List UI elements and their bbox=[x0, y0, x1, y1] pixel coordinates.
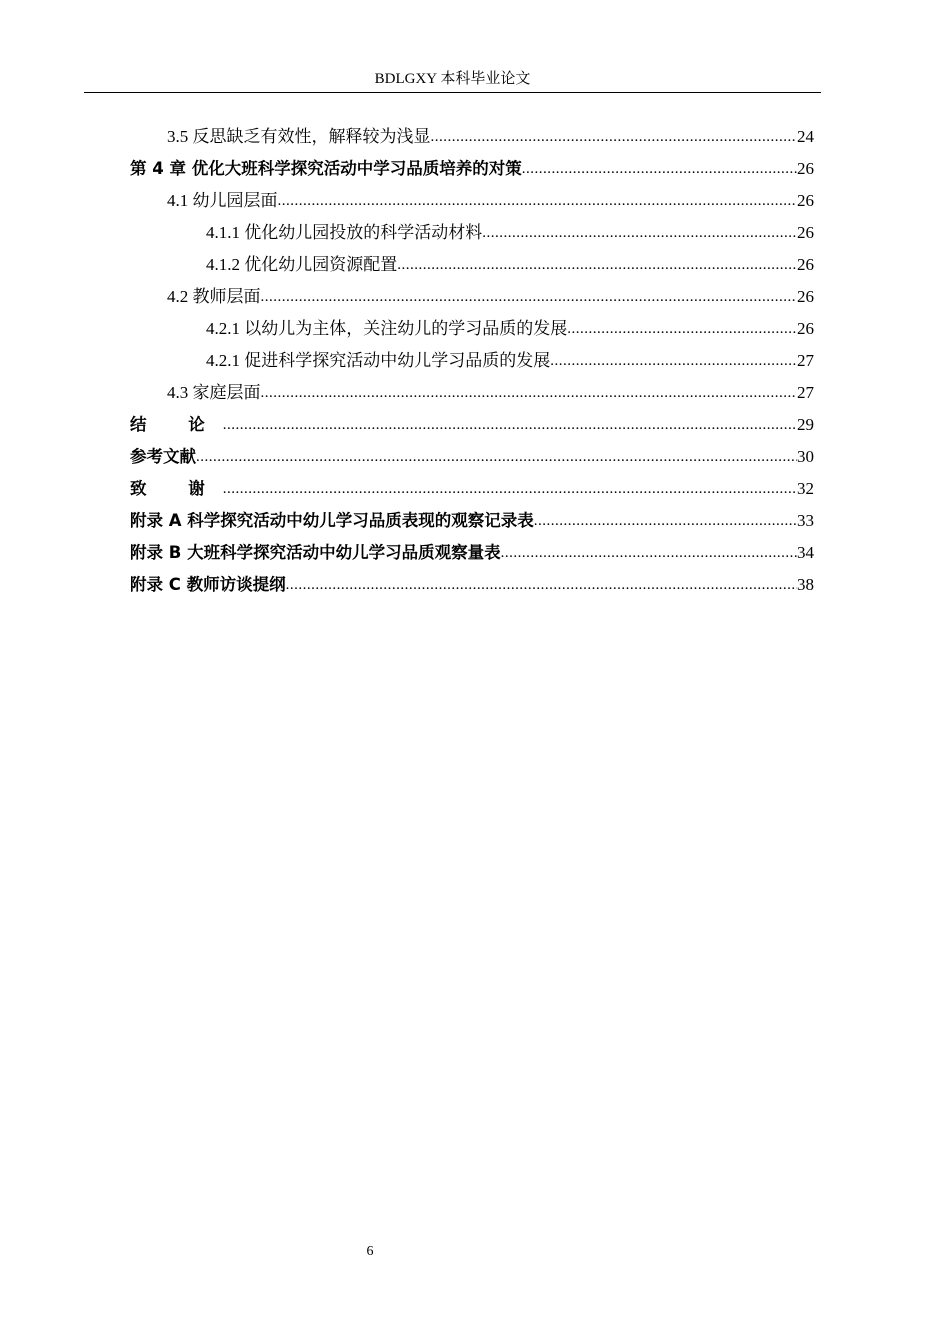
toc-entry[interactable] bbox=[130, 564, 814, 596]
toc-entry-page: 26 bbox=[797, 319, 814, 338]
toc-entry-page: 29 bbox=[797, 415, 814, 434]
toc-entry[interactable] bbox=[130, 468, 814, 500]
toc-entry-page: 26 bbox=[797, 159, 814, 178]
toc-entry[interactable] bbox=[130, 436, 814, 468]
toc-leader-dots bbox=[550, 350, 797, 372]
toc-entry-page: 27 bbox=[797, 351, 814, 370]
toc-leader-dots bbox=[278, 190, 798, 212]
toc-entry-title: 4.1.1 优化幼儿园投放的科学活动材料 bbox=[206, 223, 483, 242]
toc-leader-dots bbox=[286, 574, 797, 596]
toc-entry-page: 27 bbox=[797, 383, 814, 402]
toc-entry-title: 附录 C 教师访谈提纲 bbox=[130, 575, 286, 594]
toc-leader-dots bbox=[567, 318, 797, 340]
toc-entry[interactable] bbox=[167, 372, 814, 404]
toc-entry-page: 26 bbox=[797, 255, 814, 274]
toc-entry-title: 4.1 幼儿园层面 bbox=[167, 191, 278, 210]
toc-entry-page: 38 bbox=[797, 575, 814, 594]
toc-leader-dots bbox=[196, 446, 797, 468]
toc-entry[interactable] bbox=[206, 212, 814, 244]
toc-leader-dots bbox=[397, 254, 797, 276]
toc-entry-title: 致 谢 bbox=[130, 479, 223, 498]
toc-entry-title: 4.2.1 促进科学探究活动中幼儿学习品质的发展 bbox=[206, 351, 551, 370]
toc-entry-page: 24 bbox=[797, 127, 814, 146]
toc-leader-dots bbox=[501, 542, 797, 564]
toc-entry-page: 26 bbox=[797, 287, 814, 306]
toc-leader-dots bbox=[223, 478, 797, 500]
toc-entry[interactable] bbox=[167, 276, 814, 308]
toc-leader-dots bbox=[482, 222, 797, 244]
toc-entry-title: 附录 A 科学探究活动中幼儿学习品质表现的观察记录表 bbox=[130, 511, 534, 530]
page-header bbox=[84, 66, 821, 93]
toc-entry[interactable] bbox=[167, 180, 814, 212]
toc-entry[interactable] bbox=[206, 340, 814, 372]
toc-entry[interactable] bbox=[167, 116, 814, 148]
toc-entry[interactable] bbox=[130, 148, 814, 180]
toc-entry-title: 4.2 教师层面 bbox=[167, 287, 261, 306]
toc-entry[interactable] bbox=[130, 532, 814, 564]
toc-entry-page: 30 bbox=[797, 447, 814, 466]
toc-entry-page: 34 bbox=[797, 543, 814, 562]
page-number: 6 bbox=[366, 1244, 374, 1259]
toc-entry[interactable] bbox=[206, 308, 814, 340]
toc-entry-page: 32 bbox=[797, 479, 814, 498]
toc-leader-dots bbox=[534, 510, 797, 532]
toc-entry-title: 4.1.2 优化幼儿园资源配置 bbox=[206, 255, 398, 274]
toc-leader-dots bbox=[261, 286, 798, 308]
toc-entry-title: 4.2.1 以幼儿为主体，关注幼儿的学习品质的发展 bbox=[206, 319, 568, 338]
toc-entry-title: 第 4 章 优化大班科学探究活动中学习品质培养的对策 bbox=[130, 159, 522, 178]
toc-entry-page: 26 bbox=[797, 191, 814, 210]
toc-entry-title: 3.5 反思缺乏有效性，解释较为浅显 bbox=[167, 127, 431, 146]
header-title: BDLGXY 本科毕业论文 bbox=[374, 71, 531, 87]
toc-entry-title: 4.3 家庭层面 bbox=[167, 383, 261, 402]
toc-entry-page: 33 bbox=[797, 511, 814, 530]
toc-entry-title: 附录 B 大班科学探究活动中幼儿学习品质观察量表 bbox=[130, 543, 501, 562]
toc-entry-title: 结 论 bbox=[130, 415, 223, 434]
toc-leader-dots bbox=[223, 414, 797, 436]
toc-leader-dots bbox=[431, 126, 798, 148]
toc-entry-title: 参考文献 bbox=[130, 447, 196, 466]
toc-entry[interactable] bbox=[206, 244, 814, 276]
toc-entry[interactable] bbox=[130, 404, 814, 436]
toc-leader-dots bbox=[261, 382, 798, 404]
toc-leader-dots bbox=[522, 158, 797, 180]
toc-entry-page: 26 bbox=[797, 223, 814, 242]
toc-entry[interactable] bbox=[130, 500, 814, 532]
